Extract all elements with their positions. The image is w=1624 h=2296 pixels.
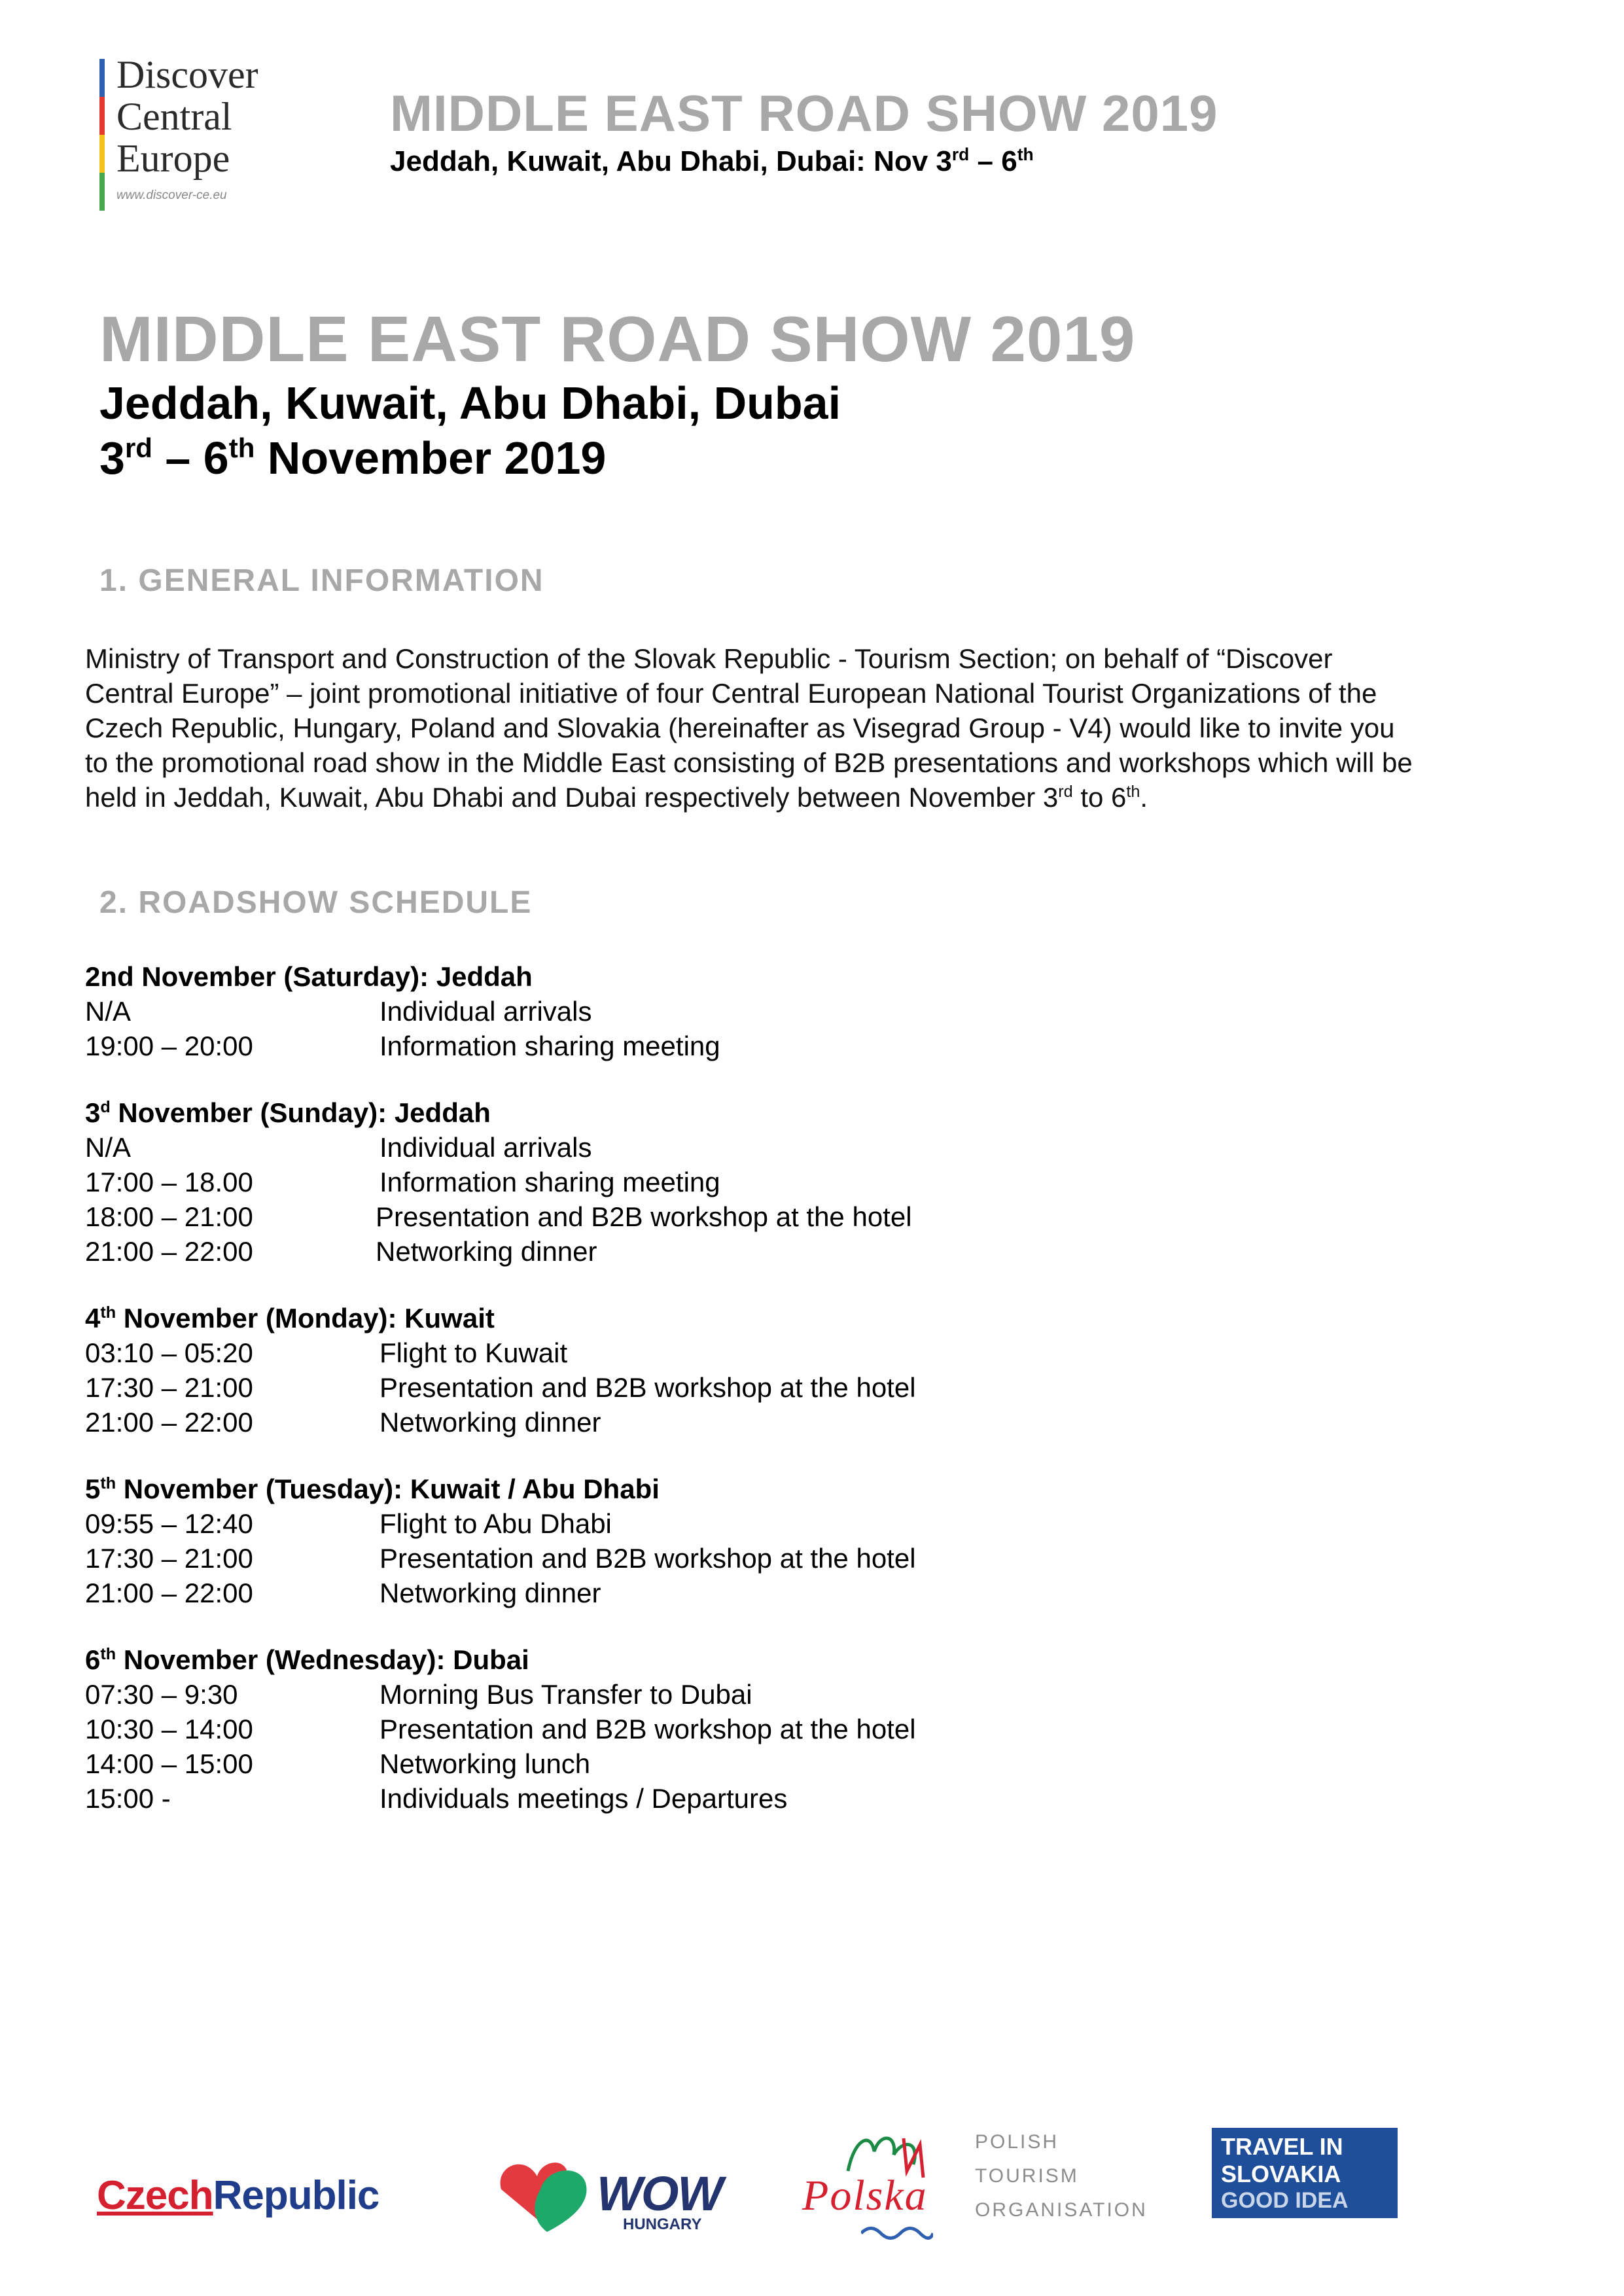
schedule-time: 17:00 – 18.00 — [85, 1167, 253, 1197]
pto-line: ORGANISATION — [975, 2199, 1148, 2221]
schedule-activity: Individual arrivals — [380, 1132, 592, 1163]
schedule-row — [85, 1781, 1067, 1816]
general-information-paragraph — [85, 641, 1544, 815]
polska-logo — [802, 2125, 933, 2243]
header-subtitle-sup: th — [1017, 145, 1034, 165]
schedule-row — [85, 1029, 1067, 1063]
event-cities: Jeddah, Kuwait, Abu Dhabi, Dubai — [99, 378, 841, 429]
schedule-time: 17:30 – 21:00 — [85, 1372, 253, 1403]
paragraph-line: to the promotional road show in the Middle East consisting of B2B presentations and workshops which will be — [85, 747, 1413, 778]
paragraph-line: Ministry of Transport and Construction of the Slovak Republic - Tourism Section; on behalf of “Discover — [85, 643, 1333, 674]
day-title-sup: th — [100, 1474, 116, 1492]
logo-bar-segment — [99, 173, 105, 211]
wave-icon — [861, 2223, 933, 2243]
schedule-day-title — [85, 1472, 1067, 1506]
schedule-time: 14:00 – 15:00 — [85, 1748, 253, 1779]
schedule-activity: Morning Bus Transfer to Dubai — [380, 1679, 752, 1710]
heart-icon — [495, 2150, 593, 2235]
day-title-sup: th — [100, 1303, 116, 1322]
discover-central-europe-logo — [99, 53, 296, 209]
wow-logo-subtext: HUNGARY — [623, 2216, 702, 2233]
schedule-time: 19:00 – 20:00 — [85, 1031, 253, 1061]
schedule-time: 09:55 – 12:40 — [85, 1508, 253, 1539]
day-title-text: November (Tuesday): Kuwait / Abu Dhabi — [116, 1474, 660, 1504]
schedule-activity: Flight to Kuwait — [380, 1337, 568, 1368]
schedule-row — [85, 1506, 1067, 1541]
schedule-row — [85, 1335, 1067, 1370]
logo-wordmark — [116, 54, 258, 179]
schedule-time: 07:30 – 9:30 — [85, 1679, 238, 1710]
polska-logo-text: Polska — [802, 2172, 928, 2219]
paragraph-text: to 6 — [1072, 782, 1127, 813]
page-title: MIDDLE EAST ROAD SHOW 2019 — [99, 303, 1136, 375]
section-heading-schedule: 2. ROADSHOW SCHEDULE — [99, 885, 533, 920]
schedule-row — [85, 1165, 1067, 1199]
czech-logo-text: Republic — [213, 2173, 380, 2218]
schedule-time: 18:00 – 21:00 — [85, 1201, 253, 1232]
schedule-time: N/A — [85, 996, 132, 1027]
event-dates-text: 3 — [99, 433, 125, 484]
paragraph-sup: rd — [1058, 782, 1073, 801]
logo-line: Discover — [116, 53, 258, 96]
section-heading-general: 1. GENERAL INFORMATION — [99, 563, 544, 598]
schedule-day — [85, 1301, 1067, 1439]
paragraph-text: held in Jeddah, Kuwait, Abu Dhabi and Dubai respectively between November 3 — [85, 782, 1059, 813]
event-dates — [99, 432, 606, 484]
schedule-row — [85, 994, 1067, 1029]
schedule-row — [85, 1677, 1067, 1712]
schedule-activity: Presentation and B2B workshop at the hotel — [380, 1372, 916, 1403]
schedule-time: 10:30 – 14:00 — [85, 1714, 253, 1744]
paragraph-line: Central Europe” – joint promotional initiative of four Central European National Tourist Organizations of the — [85, 678, 1377, 709]
logo-bar-segment — [99, 135, 105, 173]
schedule-activity: Networking dinner — [376, 1236, 597, 1267]
wow-logo-text: WOW — [597, 2166, 722, 2221]
schedule-activity: Presentation and B2B workshop at the hotel — [376, 1201, 912, 1232]
schedule-time: 21:00 – 22:00 — [85, 1236, 253, 1267]
roadshow-schedule — [85, 959, 1067, 1848]
header-subtitle-text: Jeddah, Kuwait, Abu Dhabi, Dubai: Nov 3 — [390, 145, 952, 177]
header-subtitle — [390, 145, 1034, 178]
day-title-text: 4 — [85, 1303, 101, 1333]
slovakia-logo-line: SLOVAKIA — [1221, 2161, 1341, 2187]
logo-line: Central — [116, 95, 232, 138]
schedule-time: 21:00 – 22:00 — [85, 1578, 253, 1608]
schedule-day-title — [85, 1301, 1067, 1335]
schedule-day — [85, 959, 1067, 1063]
schedule-day — [85, 1642, 1067, 1816]
day-title-text: November (Sunday): Jeddah — [110, 1097, 491, 1128]
schedule-row — [85, 1576, 1067, 1610]
day-title-text: 3 — [85, 1097, 101, 1128]
schedule-activity: Flight to Abu Dhabi — [380, 1508, 612, 1539]
header-subtitle-text: – 6 — [969, 145, 1017, 177]
schedule-row — [85, 1541, 1067, 1576]
schedule-activity: Presentation and B2B workshop at the hotel — [380, 1714, 916, 1744]
slovakia-logo-line: GOOD IDEA — [1221, 2188, 1349, 2213]
event-dates-text: November 2019 — [255, 433, 607, 484]
schedule-activity: Information sharing meeting — [380, 1167, 720, 1197]
schedule-day-title — [85, 1095, 1067, 1130]
polish-tourism-organisation-text — [975, 2125, 1148, 2227]
day-title-text: November (Wednesday): Dubai — [116, 1644, 529, 1675]
day-title-sup: th — [100, 1644, 116, 1663]
schedule-day-title — [85, 959, 1067, 994]
schedule-row — [85, 1746, 1067, 1781]
schedule-time: 21:00 – 22:00 — [85, 1407, 253, 1438]
paragraph-line: Czech Republic, Hungary, Poland and Slovakia (hereinafter as Visegrad Group - V4) would like to invite you — [85, 713, 1395, 743]
day-title-text: November (Monday): Kuwait — [116, 1303, 495, 1333]
schedule-row — [85, 1234, 1067, 1269]
paragraph-text: . — [1140, 782, 1148, 813]
logo-color-bar — [99, 59, 105, 211]
schedule-activity: Networking dinner — [380, 1407, 601, 1438]
schedule-activity: Networking dinner — [380, 1578, 601, 1608]
pto-line: TOURISM — [975, 2165, 1079, 2187]
schedule-row — [85, 1405, 1067, 1439]
event-dates-text: – 6 — [152, 433, 229, 484]
czech-republic-logo — [97, 2172, 379, 2219]
schedule-activity: Presentation and B2B workshop at the hotel — [380, 1543, 916, 1574]
logo-url: www.discover-ce.eu — [116, 188, 227, 202]
schedule-activity: Individuals meetings / Departures — [380, 1783, 788, 1814]
schedule-time: 15:00 - — [85, 1783, 171, 1814]
schedule-row — [85, 1370, 1067, 1405]
travel-in-slovakia-logo — [1212, 2128, 1398, 2218]
logo-bar-segment — [99, 97, 105, 135]
schedule-day — [85, 1095, 1067, 1269]
header-subtitle-sup: rd — [951, 145, 970, 165]
schedule-time: N/A — [85, 1132, 132, 1163]
event-dates-sup: th — [228, 432, 255, 463]
header-title: MIDDLE EAST ROAD SHOW 2019 — [390, 84, 1218, 142]
schedule-activity: Information sharing meeting — [380, 1031, 720, 1061]
partner-logos — [0, 2094, 1624, 2238]
day-title-text: 2nd November (Saturday): Jeddah — [85, 961, 533, 992]
wow-hungary-logo — [495, 2150, 722, 2235]
day-title-sup: d — [100, 1097, 111, 1116]
schedule-activity: Individual arrivals — [380, 996, 592, 1027]
schedule-day — [85, 1472, 1067, 1610]
schedule-activity: Networking lunch — [380, 1748, 591, 1779]
day-title-text: 6 — [85, 1644, 101, 1675]
logo-line: Europe — [116, 137, 230, 180]
logo-bar-segment — [99, 59, 105, 97]
pto-line: POLISH — [975, 2131, 1059, 2153]
slovakia-logo-line: TRAVEL IN — [1221, 2133, 1343, 2160]
schedule-time: 03:10 – 05:20 — [85, 1337, 253, 1368]
schedule-day-title — [85, 1642, 1067, 1677]
day-title-text: 5 — [85, 1474, 101, 1504]
paragraph-sup: th — [1126, 782, 1140, 801]
czech-logo-text: Czech — [97, 2173, 213, 2218]
schedule-row — [85, 1130, 1067, 1165]
event-dates-sup: rd — [124, 432, 152, 463]
paragraph-line — [85, 780, 1544, 815]
schedule-row — [85, 1712, 1067, 1746]
schedule-row — [85, 1199, 1067, 1234]
schedule-time: 17:30 – 21:00 — [85, 1543, 253, 1574]
